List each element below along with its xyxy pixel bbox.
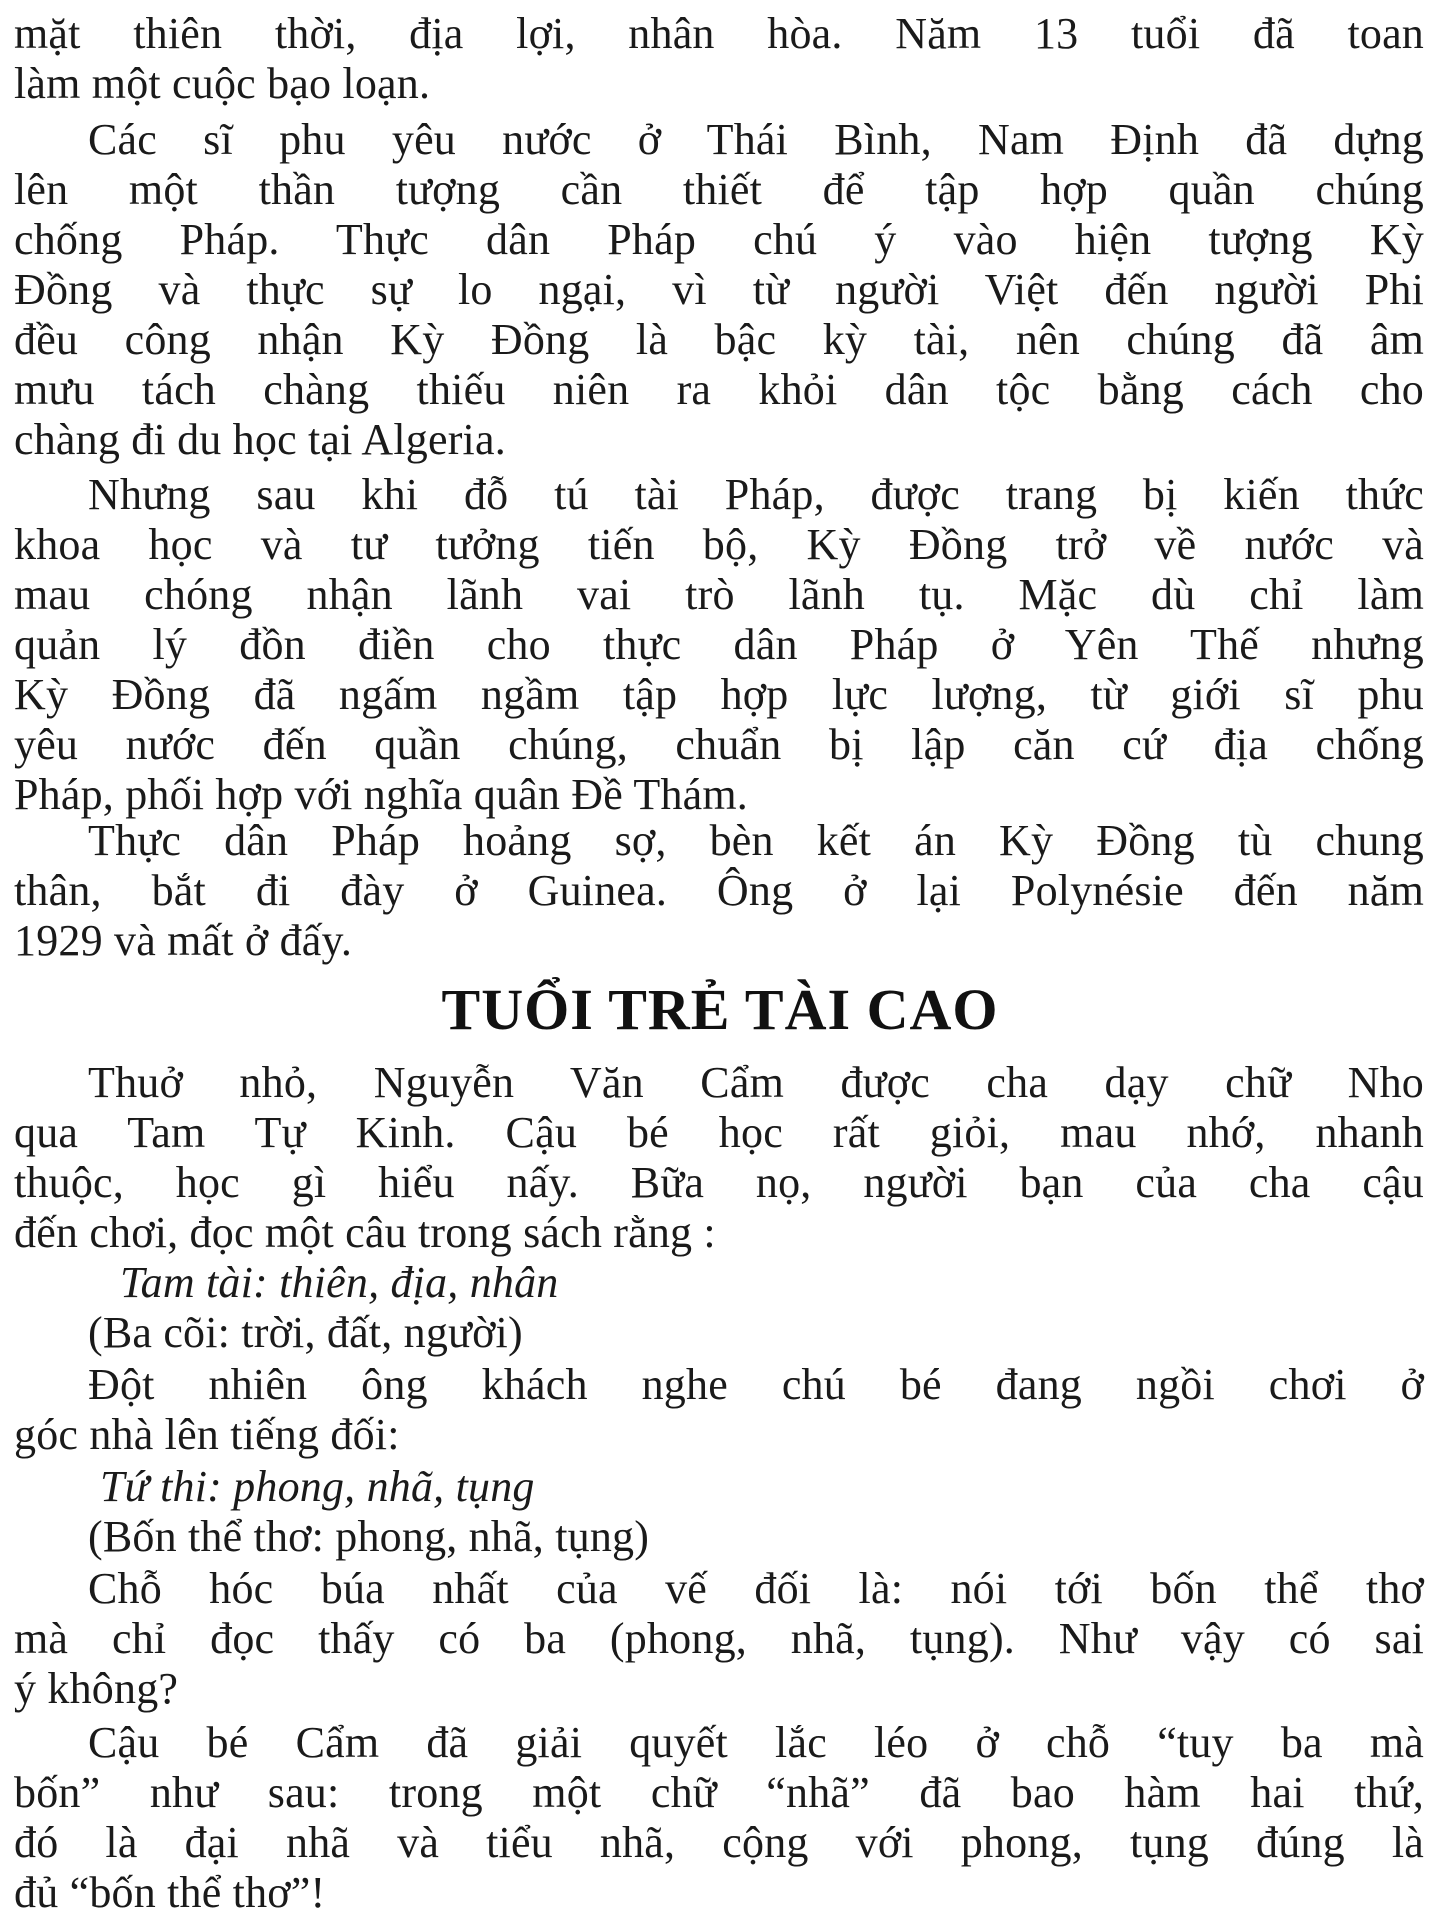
text-line: Các sĩ phu yêu nước ở Thái Bình, Nam Định đã dựng: [88, 115, 1424, 164]
text-line: khoa học và tư tưởng tiến bộ, Kỳ Đồng trở về nước và: [14, 520, 1424, 569]
text-line: yêu nước đến quần chúng, chuẩn bị lập căn cứ địa chống: [14, 720, 1424, 769]
text-line: Kỳ Đồng đã ngấm ngầm tập hợp lực lượng, từ giới sĩ phu: [14, 670, 1424, 719]
text-line: góc nhà lên tiếng đối:: [14, 1410, 400, 1459]
text-line: mau chóng nhận lãnh vai trò lãnh tụ. Mặc dù chỉ làm: [14, 570, 1424, 619]
text-line: qua Tam Tự Kinh. Cậu bé học rất giỏi, mau nhớ, nhanh: [14, 1108, 1424, 1157]
text-line: Thuở nhỏ, Nguyễn Văn Cẩm được cha dạy chữ Nho: [88, 1058, 1424, 1107]
text-line: quản lý đồn điền cho thực dân Pháp ở Yên Thế nhưng: [14, 620, 1424, 669]
text-line: Đồng và thực sự lo ngại, vì từ người Việt đến người Phi: [14, 265, 1424, 314]
verse-line: Tam tài: thiên, địa, nhân: [120, 1258, 559, 1307]
verse-line: Tứ thi: phong, nhã, tụng: [100, 1462, 535, 1511]
text-line: làm một cuộc bạo loạn.: [14, 59, 431, 108]
text-line: thân, bắt đi đày ở Guinea. Ông ở lại Polynésie đến năm: [14, 866, 1424, 915]
text-line: chống Pháp. Thực dân Pháp chú ý vào hiện tượng Kỳ: [14, 215, 1424, 264]
text-line: Chỗ hóc búa nhất của vế đối là: nói tới bốn thể thơ: [88, 1564, 1424, 1613]
text-line: Nhưng sau khi đỗ tú tài Pháp, được trang bị kiến thức: [88, 470, 1424, 519]
text-line: mà chỉ đọc thấy có ba (phong, nhã, tụng). Như vậy có sai: [14, 1614, 1424, 1663]
text-line: đều công nhận Kỳ Đồng là bậc kỳ tài, nên chúng đã âm: [14, 315, 1424, 364]
text-line: Đột nhiên ông khách nghe chú bé đang ngồi chơi ở: [88, 1360, 1424, 1409]
text-line: bốn” như sau: trong một chữ “nhã” đã bao hàm hai thứ,: [14, 1768, 1424, 1817]
text-line: Thực dân Pháp hoảng sợ, bèn kết án Kỳ Đồng tù chung: [88, 816, 1424, 865]
text-line: Cậu bé Cẩm đã giải quyết lắc léo ở chỗ “tuy ba mà: [88, 1718, 1424, 1767]
text-line: đó là đại nhã và tiểu nhã, cộng với phong, tụng đúng là: [14, 1818, 1424, 1867]
text-line: thuộc, học gì hiểu nấy. Bữa nọ, người bạn của cha cậu: [14, 1158, 1424, 1207]
text-line: 1929 và mất ở đấy.: [14, 916, 353, 965]
text-line: mặt thiên thời, địa lợi, nhân hòa. Năm 13 tuổi đã toan: [14, 9, 1424, 58]
translation-line: (Bốn thể thơ: phong, nhã, tụng): [88, 1512, 650, 1561]
section-heading: TUỔI TRẺ TÀI CAO: [441, 977, 999, 1042]
text-line: đến chơi, đọc một câu trong sách rằng :: [14, 1208, 716, 1257]
text-line: lên một thần tượng cần thiết để tập hợp quần chúng: [14, 165, 1424, 214]
text-line: Pháp, phối hợp với nghĩa quân Đề Thám.: [14, 770, 749, 819]
text-line: chàng đi du học tại Algeria.: [14, 415, 506, 464]
text-line: ý không?: [14, 1664, 179, 1713]
translation-line: (Ba cõi: trời, đất, người): [88, 1308, 523, 1357]
text-line: đủ “bốn thể thơ”!: [14, 1868, 326, 1917]
text-line: mưu tách chàng thiếu niên ra khỏi dân tộc bằng cách cho: [14, 365, 1424, 414]
